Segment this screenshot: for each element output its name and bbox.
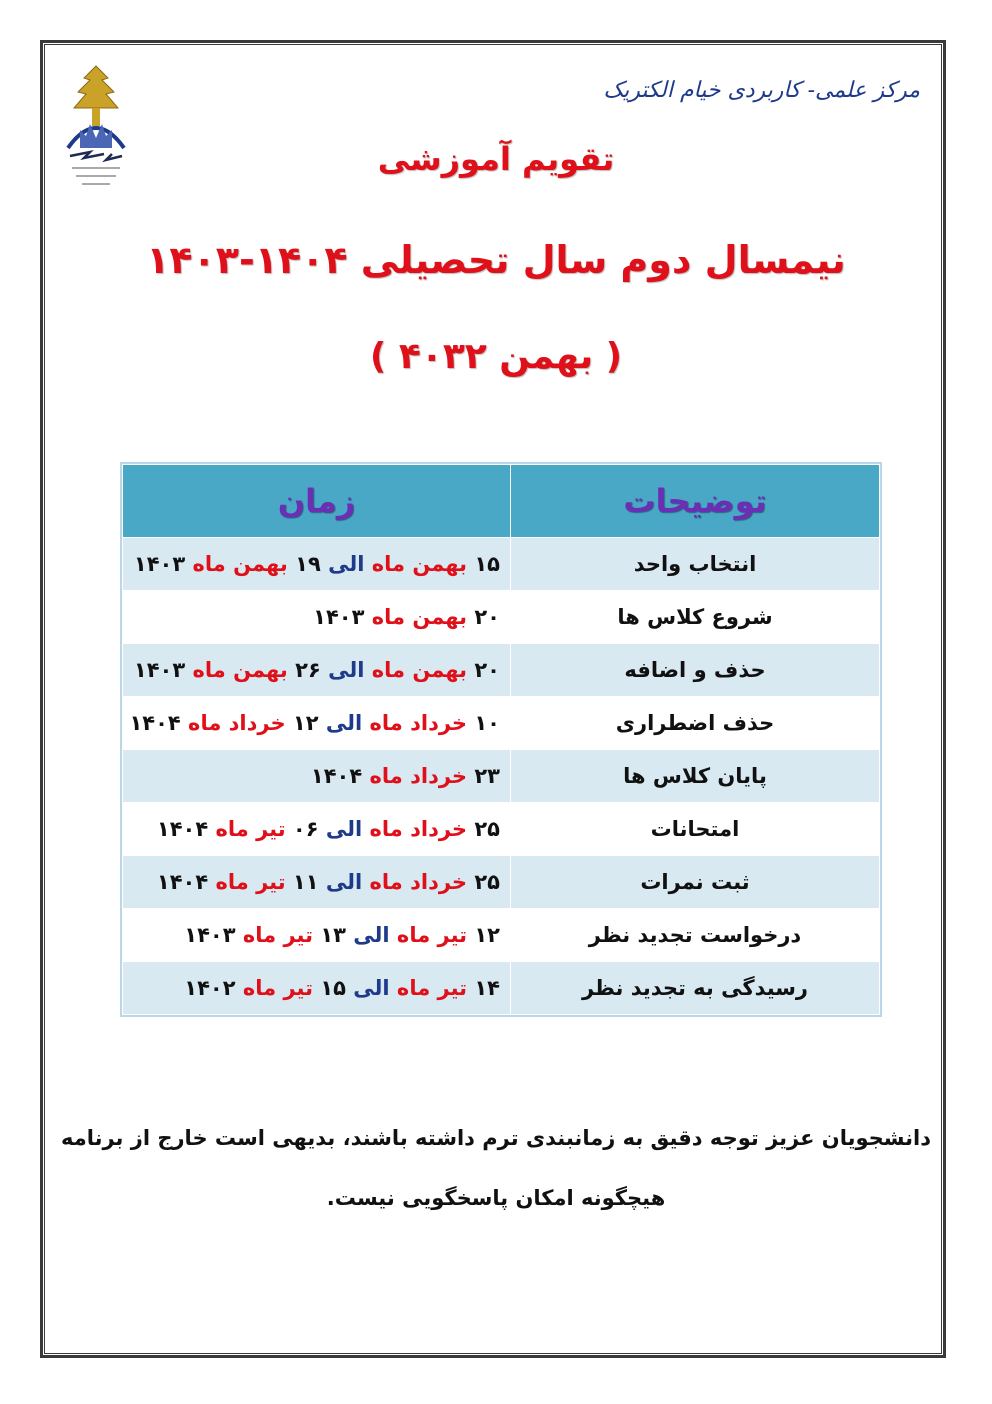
time-segment: تیر ماه — [215, 817, 286, 841]
time-segment: الی — [318, 817, 370, 841]
row-description: انتخاب واحد — [511, 538, 880, 591]
time-segment: ۱۲ — [285, 711, 319, 735]
time-segment: ۱۴۰۲ — [184, 976, 243, 1000]
academic-calendar-table — [122, 464, 880, 1015]
time-segment: ۱۲ — [467, 923, 500, 947]
time-segment: بهمن ماه — [371, 658, 468, 682]
time-segment: الی — [345, 923, 397, 947]
time-segment: ۲۵ — [467, 870, 500, 894]
time-segment: الی — [320, 552, 372, 576]
time-segment: بهمن ماه — [192, 658, 288, 682]
table-row — [123, 962, 880, 1015]
row-description: درخواست تجدید نظر — [511, 909, 880, 962]
time-segment: ۲۳ — [467, 764, 500, 788]
time-segment: خرداد ماه — [369, 817, 468, 841]
table-header-row — [123, 465, 880, 538]
time-segment: ۱۴۰۴ — [310, 764, 370, 788]
time-segment: ۱۵ — [467, 552, 500, 576]
header-time: زمان — [123, 465, 511, 538]
time-segment: الی — [318, 870, 370, 894]
time-segment: تیر ماه — [396, 923, 468, 947]
time-segment: تیر ماه — [242, 976, 314, 1000]
time-segment: ۱۴۰۳ — [133, 658, 193, 682]
page-title: تقویم آموزشی — [377, 140, 615, 178]
row-description: رسیدگی به تجدید نظر — [511, 962, 880, 1015]
time-segment: ۱۹ — [287, 552, 321, 576]
table-row — [123, 538, 880, 591]
time-segment: ۰۶ — [285, 817, 319, 841]
time-segment: ۲۰ — [467, 658, 500, 682]
notice-line-1: دانشجویان عزیز توجه دقیق به زمانبندی ترم داشته باشند، بدیهی است خارج از برنامه — [60, 1126, 932, 1150]
row-time — [123, 697, 511, 750]
time-segment: بهمن ماه — [192, 552, 288, 576]
table-body — [123, 538, 880, 1015]
time-segment: ۲۶ — [287, 658, 321, 682]
time-segment: تیر ماه — [396, 976, 468, 1000]
header-description: توضیحات — [511, 465, 880, 538]
row-description: امتحانات — [511, 803, 880, 856]
row-description: حذف و اضافه — [511, 644, 880, 697]
organization-name: مرکز علمی- کاربردی خیام الکتریک — [603, 78, 920, 103]
row-time — [123, 538, 511, 591]
time-segment: ۱۴ — [467, 976, 500, 1000]
time-segment: ۲۰ — [467, 605, 500, 629]
time-segment: ۱۴۰۳ — [313, 605, 372, 629]
row-time — [123, 644, 511, 697]
row-time — [123, 750, 511, 803]
time-segment: ۱۰ — [467, 711, 500, 735]
semester-title: نیمسال دوم سال تحصیلی ۱۴۰۴-۱۴۰۳ — [146, 238, 846, 282]
time-segment: ۱۵ — [313, 976, 346, 1000]
time-segment: ۱۴۰۴ — [156, 817, 216, 841]
table-row — [123, 591, 880, 644]
row-description: شروع کلاس ها — [511, 591, 880, 644]
time-segment: الی — [345, 976, 397, 1000]
time-segment: الی — [318, 711, 370, 735]
time-segment: تیر ماه — [215, 870, 286, 894]
time-segment: ۲۵ — [467, 817, 500, 841]
time-segment: ۱۴۰۳ — [184, 923, 243, 947]
table-row — [123, 750, 880, 803]
time-segment: خرداد ماه — [369, 711, 468, 735]
time-segment: ۱۱ — [285, 870, 319, 894]
time-segment: ۱۴۰۳ — [133, 552, 193, 576]
notice-line-2: هیچگونه امکان پاسخگویی نیست. — [326, 1186, 666, 1210]
row-time — [123, 803, 511, 856]
table-row — [123, 856, 880, 909]
table-row — [123, 803, 880, 856]
row-time — [123, 591, 511, 644]
row-time — [123, 962, 511, 1015]
time-segment: خرداد ماه — [188, 711, 286, 735]
table-row — [123, 909, 880, 962]
table-row — [123, 697, 880, 750]
row-time — [123, 909, 511, 962]
time-segment: خرداد ماه — [369, 764, 468, 788]
row-time — [123, 856, 511, 909]
row-description: پایان کلاس ها — [511, 750, 880, 803]
time-segment: بهمن ماه — [371, 552, 468, 576]
time-segment: بهمن ماه — [371, 605, 468, 629]
time-segment: خرداد ماه — [369, 870, 468, 894]
time-segment: ۱۳ — [313, 923, 346, 947]
time-segment: ۱۴۰۴ — [129, 711, 189, 735]
row-description: حذف اضطراری — [511, 697, 880, 750]
time-segment: ۱۴۰۴ — [156, 870, 216, 894]
table-row — [123, 644, 880, 697]
time-segment: تیر ماه — [242, 923, 314, 947]
semester-code: ( بهمن ۴۰۳۲ ) — [369, 336, 623, 377]
time-segment: الی — [320, 658, 372, 682]
row-description: ثبت نمرات — [511, 856, 880, 909]
